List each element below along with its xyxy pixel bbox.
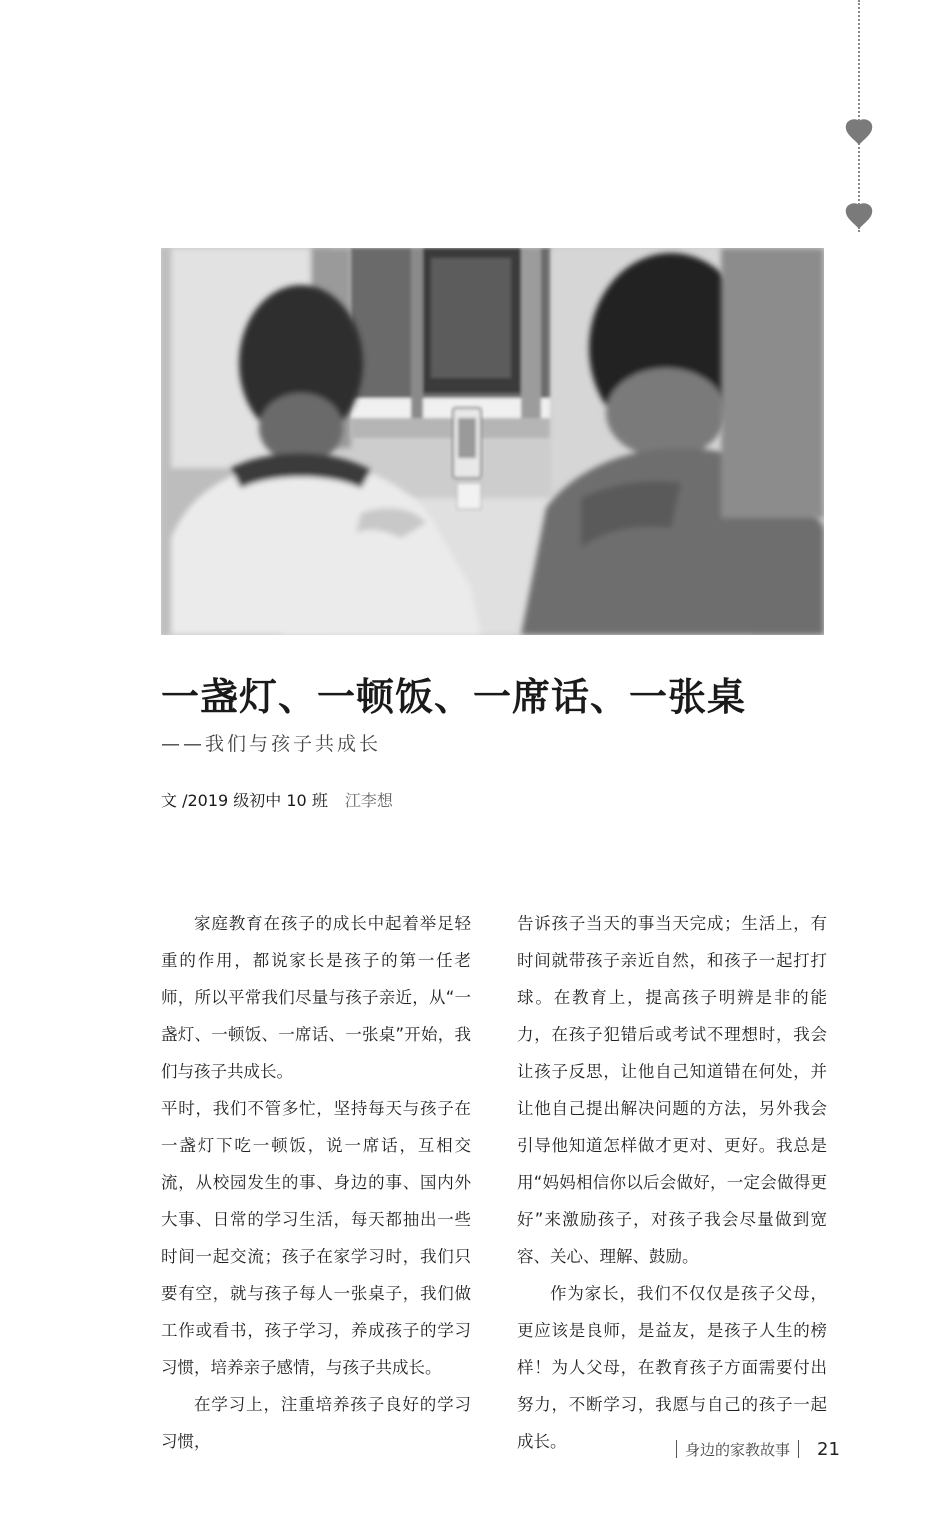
body-paragraph: 作为家长，我们不仅仅是孩子父母，更应该是良师，是益友，是孩子人生的榜样！为人父母，在教育孩子方面需要付出努力，不断学习，我愿与自己的孩子一起成长。	[517, 1284, 827, 1451]
article-title: 一盏灯、一顿饭、一席话、一张桌	[161, 675, 747, 719]
page-number: 21	[817, 1438, 840, 1460]
heart-icon	[844, 118, 874, 146]
article-subtitle: ——我们与孩子共成长	[161, 733, 382, 755]
heart-icon	[844, 202, 874, 230]
body-column-left	[161, 905, 471, 1460]
dotted-margin-line	[858, 0, 860, 232]
byline-class: 文 /2019 级初中 10 班	[161, 791, 328, 810]
byline-author: 江李想	[344, 791, 393, 810]
footer-section-title: 身边的家教故事	[685, 1440, 791, 1459]
footer-divider	[798, 1440, 799, 1458]
body-paragraph: 平时，我们不管多忙，坚持每天与孩子在一盏灯下吃一顿饭，说一席话，互相交流，从校园发生的事、身边的事、国内外大事、日常的学习生活，每天都抽出一些时间一起交流；孩子在家学习时，我们只要有空，就与孩子每人一张桌子，我们做工作或看书，孩子学习，养成孩子的学习习惯，培养亲子感情，与孩子共成长。	[161, 1099, 471, 1377]
body-paragraph: 在学习上，注重培养孩子良好的学习习惯，	[161, 1395, 471, 1451]
body-column-right	[517, 905, 827, 1460]
footer-divider	[676, 1440, 677, 1458]
article-photo	[161, 248, 824, 635]
body-paragraph: 家庭教育在孩子的成长中起着举足轻重的作用，都说家长是孩子的第一任老师，所以平常我们尽量与孩子亲近，从“一盏灯、一顿饭、一席话、一张桌”开始，我们与孩子共成长。	[161, 914, 471, 1081]
byline	[161, 788, 393, 814]
page-footer	[668, 1436, 840, 1462]
body-paragraph: 告诉孩子当天的事当天完成；生活上，有时间就带孩子亲近自然，和孩子一起打打球。在教育上，提高孩子明辨是非的能力，在孩子犯错后或考试不理想时，我会让孩子反思，让他自己知道错在何处，并让他自己提出解决问题的方法，另外我会引导他知道怎样做才更对、更好。我总是用“妈妈相信你以后会做好，一定会做得更好”来激励孩子，对孩子我会尽量做到宽容、关心、理解、鼓励。	[517, 914, 827, 1266]
